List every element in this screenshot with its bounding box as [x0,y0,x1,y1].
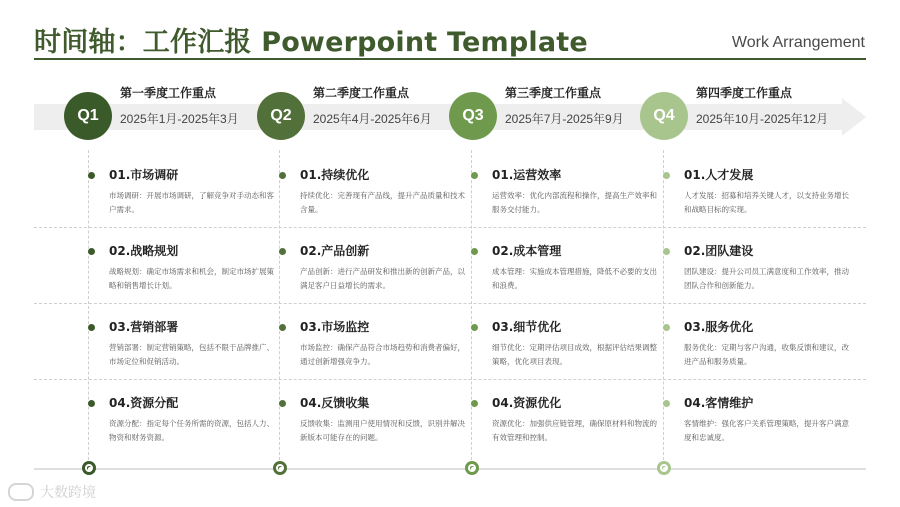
timeline-node-center [470,466,474,470]
item-title: 02.战略规划 [109,244,179,258]
item-description: 客情维护：强化客户关系管理策略，提升客户满意度和忠诚度。 [684,419,849,442]
item-title: 03.服务优化 [684,320,754,334]
bullet-dot [279,400,286,407]
list-item [300,394,470,445]
item-description: 资源分配：指定每个任务所需的资源，包括人力、物资和财务资源。 [109,419,274,442]
quarter-date: 2025年7月-2025年9月 [505,112,624,126]
quarter-badge: Q2 [257,92,305,140]
item-description: 服务优化：定期与客户沟通，收集反馈和建议，改进产品和服务质量。 [684,343,849,366]
quarter-q2 [257,86,447,142]
bullet-dot [471,172,478,179]
item-description: 营销部署：制定营销策略，包括不限于品牌推广、市场定位和促销活动。 [109,343,274,366]
timeline-node [273,461,287,475]
list-item [300,242,470,293]
row-divider [34,379,866,380]
quarter-badge: Q1 [64,92,112,140]
timeline-node-center [87,466,91,470]
item-description: 市场调研：开展市场调研，了解竞争对手动态和客户需求。 [109,191,274,214]
quarter-q1 [64,86,254,142]
bullet-dot [88,248,95,255]
list-item [492,242,662,293]
quarter-badge: Q4 [640,92,688,140]
title-underline [34,58,866,60]
quarter-title: 第二季度工作重点 [313,86,410,100]
item-title: 04.客情维护 [684,396,754,410]
quarter-date: 2025年1月-2025年3月 [120,112,239,126]
bullet-dot [279,172,286,179]
list-item [684,166,854,217]
page-subtitle: Work Arrangement [731,34,865,51]
list-item [109,242,279,293]
column-divider [663,150,664,460]
bullet-dot [471,400,478,407]
column-divider [471,150,472,460]
item-title: 02.成本管理 [492,244,562,258]
row-divider [34,303,866,304]
quarter-q4 [640,86,830,142]
item-title: 02.产品创新 [300,244,370,258]
list-item [684,394,854,445]
timeline-node [465,461,479,475]
bottom-timeline [34,468,866,470]
item-title: 03.市场监控 [300,320,370,334]
item-title: 01.人才发展 [684,168,754,182]
quarter-date: 2025年4月-2025年6月 [313,112,432,126]
item-description: 细节优化：定期评估项目成效，根据评估结果调整策略，优化项目表现。 [492,343,657,366]
watermark [8,482,96,502]
quarter-title: 第三季度工作重点 [505,86,602,100]
bullet-dot [663,248,670,255]
item-description: 持续优化：完善现有产品线，提升产品质量和技术含量。 [300,191,465,214]
item-title: 01.持续优化 [300,168,370,182]
list-item [300,166,470,217]
item-description: 成本管理：实施成本管理措施，降低不必要的支出和浪费。 [492,267,657,290]
timeline-node-center [662,466,666,470]
column-divider [88,150,89,460]
bullet-dot [279,324,286,331]
item-description: 团队建设：提升公司员工满意度和工作效率，推动团队合作和创新能力。 [684,267,849,290]
item-description: 运营效率：优化内部流程和操作，提高生产效率和服务交付能力。 [492,191,657,214]
timeline-node [82,461,96,475]
bullet-dot [471,248,478,255]
quarter-title: 第一季度工作重点 [120,86,217,100]
item-description: 战略规划：确定市场需求和机会，制定市场扩展策略和销售增长计划。 [109,267,274,290]
item-description: 人才发展：招募和培养关键人才，以支持业务增长和战略目标的实现。 [684,191,849,214]
bullet-dot [88,324,95,331]
quarter-badge: Q3 [449,92,497,140]
item-description: 反馈收集：监测用户使用情况和反馈，识别并解决新版本可能存在的问题。 [300,419,465,442]
page-title: 时间轴：工作汇报 Powerpoint Template [34,27,588,58]
list-item [109,394,279,445]
quarter-title: 第四季度工作重点 [696,86,793,100]
list-item [300,318,470,369]
item-title: 03.细节优化 [492,320,562,334]
item-title: 04.反馈收集 [300,396,370,410]
quarter-date: 2025年10月-2025年12月 [696,112,829,126]
list-item [492,318,662,369]
list-item [492,394,662,445]
bullet-dot [663,400,670,407]
bullet-dot [88,400,95,407]
bullet-dot [663,172,670,179]
list-item [109,318,279,369]
watermark-text: 大数跨境 [40,485,96,501]
quarter-q3 [449,86,639,142]
timeline-node-center [278,466,282,470]
item-description: 市场监控：确保产品符合市场趋势和消费者偏好，通过创新增强竞争力。 [300,343,465,366]
bullet-dot [471,324,478,331]
item-title: 03.营销部署 [109,320,179,334]
bullet-dot [663,324,670,331]
item-title: 04.资源分配 [109,396,179,410]
item-description: 产品创新：进行产品研发和推出新的创新产品，以满足客户日益增长的需求。 [300,267,465,290]
row-divider [34,227,866,228]
bullet-dot [88,172,95,179]
item-description: 资源优化：加强供应链管理，确保原材料和物流的有效管理和控制。 [492,419,657,442]
bullet-dot [279,248,286,255]
item-title: 01.运营效率 [492,168,562,182]
list-item [684,318,854,369]
item-title: 01.市场调研 [109,168,179,182]
item-title: 02.团队建设 [684,244,754,258]
item-title: 04.资源优化 [492,396,562,410]
list-item [109,166,279,217]
column-divider [279,150,280,460]
watermark-logo-icon [8,483,34,501]
timeline-node [657,461,671,475]
list-item [684,242,854,293]
list-item [492,166,662,217]
